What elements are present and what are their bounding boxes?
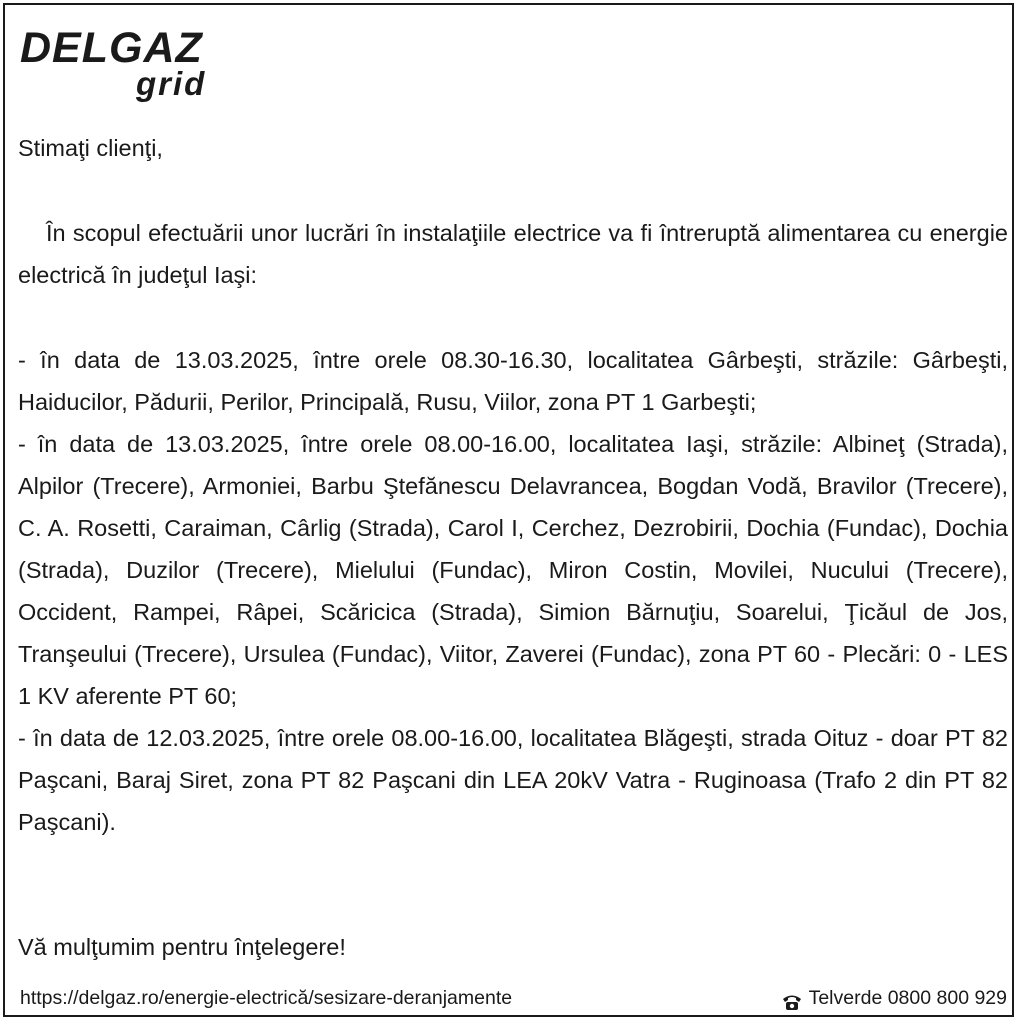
delgaz-grid-logo — [20, 24, 220, 104]
outage-list — [18, 339, 1008, 843]
logo-brand: DELGAZ — [20, 24, 203, 72]
phone-number: Telverde 0800 800 929 — [808, 987, 1007, 1009]
outage-item: - în data de 13.03.2025, între orele 08.00-16.00, localitatea Iaşi, străzile: Albineţ (Strada), Alpilor (Trecere), Armoniei, Barbu Ştefănescu Delavrancea, Bogdan Vodă, Bravilor (Trecere), C. A. Rosetti, Caraiman, Cârlig (Strada), Carol I, Cerchez, Dezrobirii, Dochia (Fundac), Dochia (Strada), Duzilor (Trecere), Mielului (Fundac), Miron Costin, Movilei, Nucului (Trecere), Occident, Rampei, Râpei, Scăricica (Strada), Simion Bărnuţiu, Soarelui, Ţicăul de Jos, Tranşeului (Trecere), Ursulea (Fundac), Viitor, Zaverei (Fundac), zona PT 60 - Plecări: 0 - LES 1 KV aferente PT 60; — [18, 431, 1008, 709]
logo-sub: grid — [136, 65, 207, 102]
outage-item: - în data de 13.03.2025, între orele 08.30-16.30, localitatea Gârbeşti, străzile: Gârbeşti, Haiducilor, Pădurii, Perilor, Principală, Rusu, Viilor, zona PT 1 Garbeşti; — [18, 347, 1008, 415]
intro-paragraph: În scopul efectuării unor lucrări în instalaţiile electrice va fi întreruptă alimentarea cu energie electrică în judeţul Iaşi: — [18, 220, 1008, 288]
footer-url-link[interactable]: https://delgaz.ro/energie-electrică/sesizare-deranjamente — [20, 987, 513, 1009]
outage-item: - în data de 12.03.2025, între orele 08.00-16.00, localitatea Blăgeşti, strada Oituz - doar PT 82 Paşcani, Baraj Siret, zona PT 82 Paşcani din LEA 20kV Vatra - Ruginoasa (Trafo 2 din PT 82 Paşcani). — [18, 725, 1008, 835]
thanks-line: Vă mulţumim pentru înţelegere! — [18, 934, 346, 960]
footer-phone — [781, 982, 1007, 1014]
greeting: Stimaţi clienţi, — [18, 135, 163, 161]
telephone-icon — [781, 989, 803, 1007]
